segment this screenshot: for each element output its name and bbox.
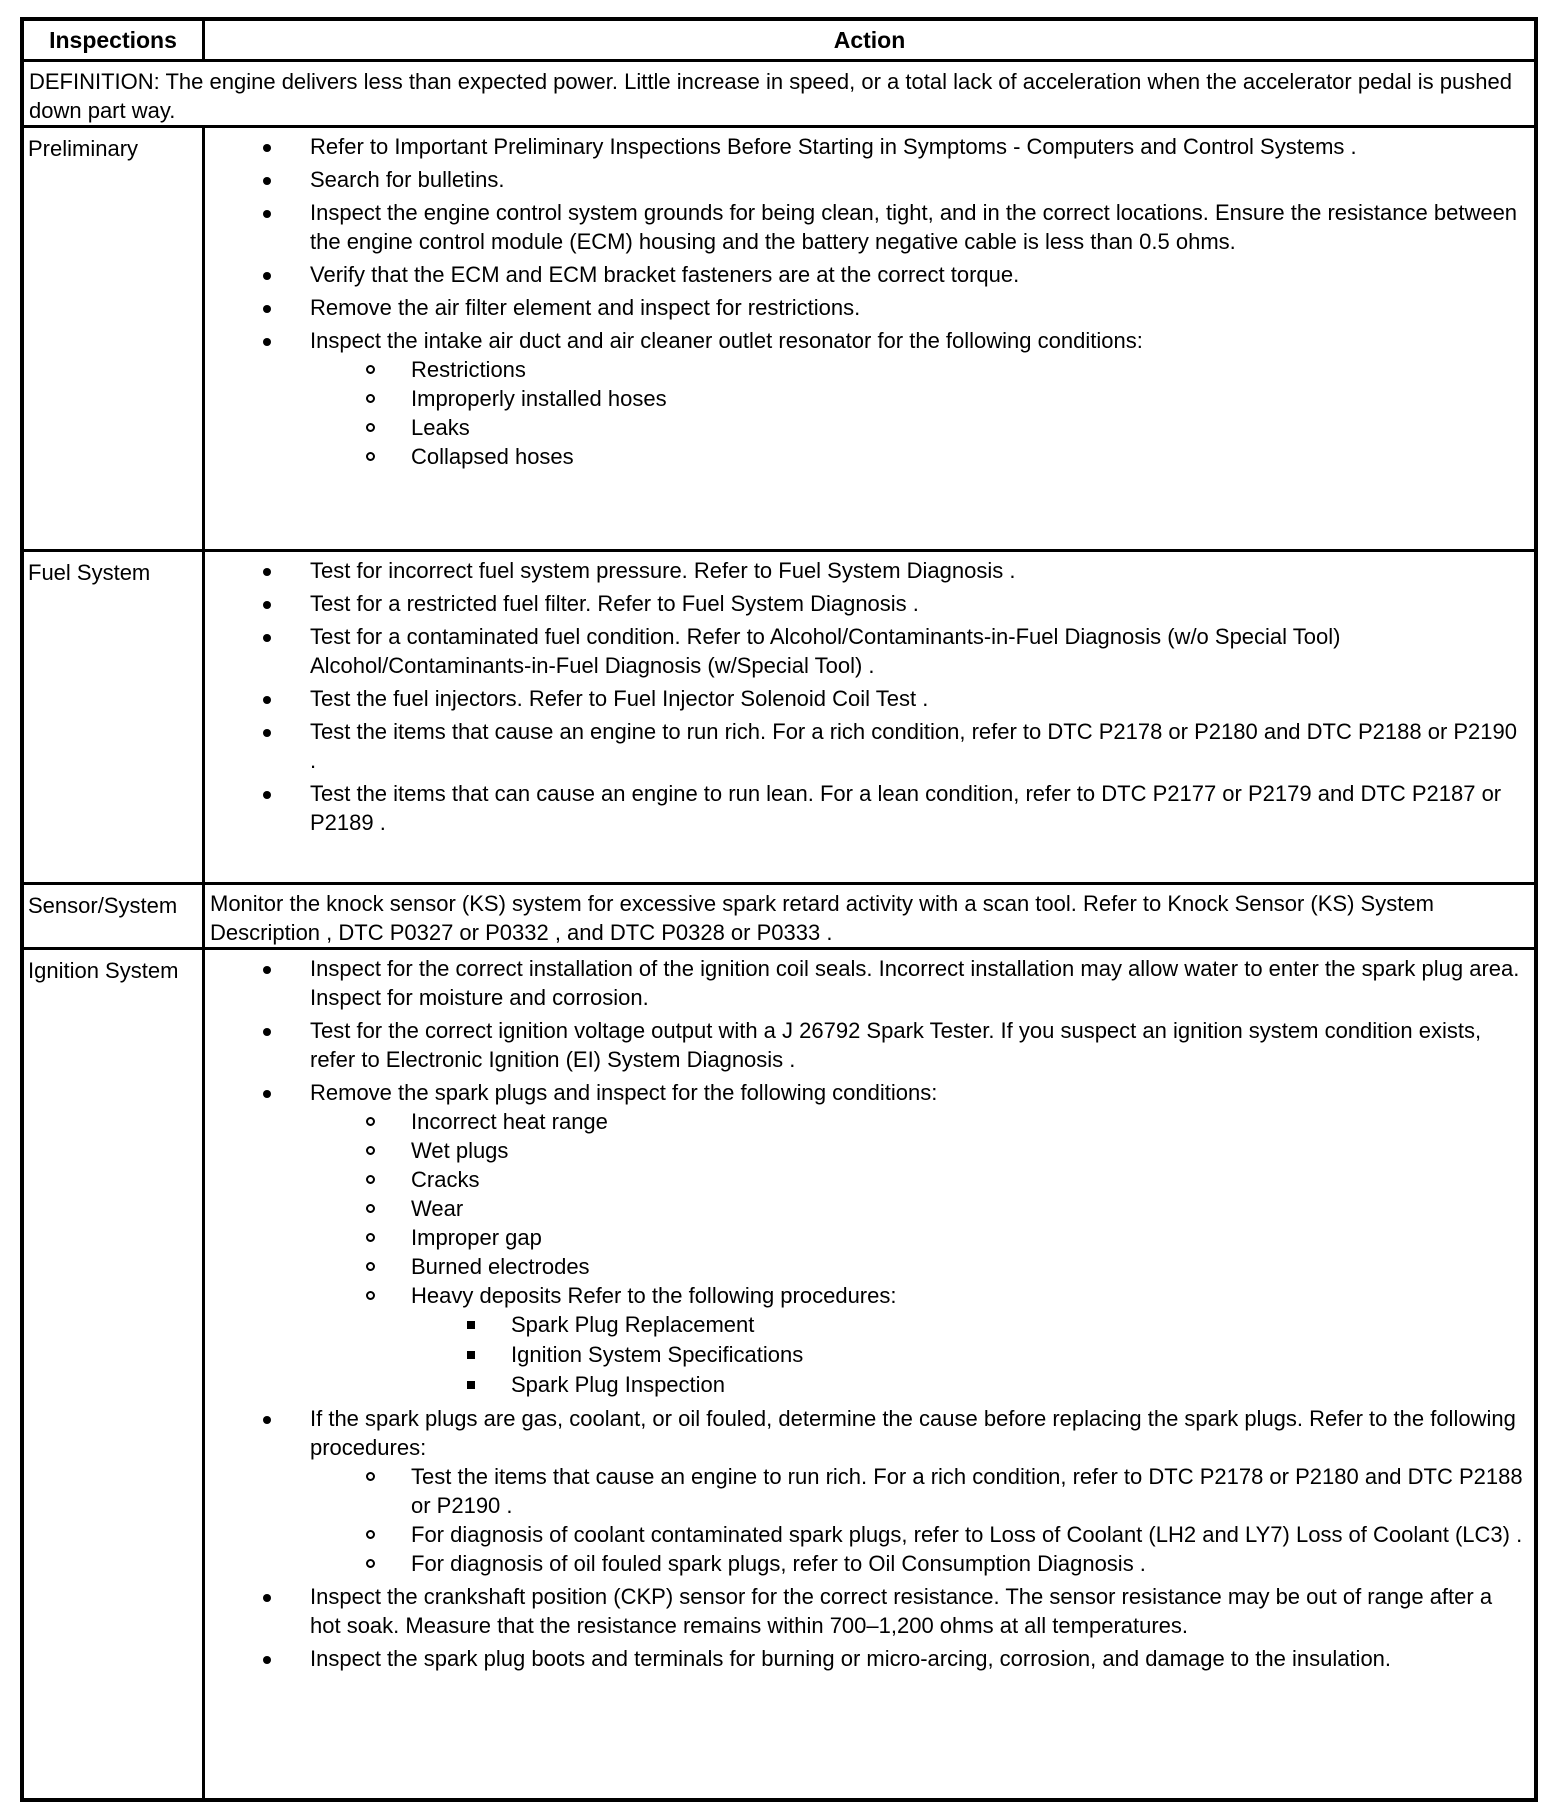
sub-list-item: Wet plugs <box>205 1136 1528 1165</box>
circle-bullet-icon <box>366 1530 375 1539</box>
definition-row <box>22 61 1536 127</box>
definition-text: DEFINITION: The engine delivers less than expected power. Little increase in speed, or a total lack of acceleration when the accelerator pedal is pushed down part way. <box>22 61 1536 127</box>
list-item: Test for a restricted fuel filter. Refer to Fuel System Diagnosis . <box>205 589 1534 618</box>
bullet-icon <box>263 1594 271 1602</box>
circle-bullet-icon <box>366 452 375 461</box>
row-sensor-system <box>22 884 1536 949</box>
list-item: Test for incorrect fuel system pressure. Refer to Fuel System Diagnosis . <box>205 556 1534 585</box>
list-item: Remove the air filter element and inspect for restrictions. <box>205 293 1534 322</box>
list-item: Test for the correct ignition voltage output with a J 26792 Spark Tester. If you suspect an ignition system condition exists, refer to Electronic Ignition (EI) System Diagnosis . <box>205 1016 1534 1074</box>
list-item: Inspect the engine control system grounds for being clean, tight, and in the correct locations. Ensure the resistance between the engine control module (ECM) housing and the battery negative cable is less than 0.5 ohms. <box>205 198 1534 256</box>
sub-list-item: Burned electrodes <box>205 1252 1528 1281</box>
square-bullet-icon <box>467 1351 475 1359</box>
sub-list-item: Heavy deposits Refer to the following procedures: Spark Plug Replacement Ignition System Specifications Spark Plug Inspection <box>205 1281 1528 1400</box>
list-item: If the spark plugs are gas, coolant, or oil fouled, determine the cause before replacing the spark plugs. Refer to the following procedures: Test the items that cause an engine to run rich. For a rich condition, refer to DTC P2178 or P2180 and DTC P2188 or P2190 . For diagnosis of coolant contaminated spark plugs, refer to Loss of Coolant (LH2 and LY7) Loss of Coolant (LC3) . For diagnosis of oil fouled spark plugs, refer to Oil Consumption Diagnosis . <box>205 1404 1534 1578</box>
list-item: Test the fuel injectors. Refer to Fuel Injector Solenoid Coil Test . <box>205 684 1534 713</box>
bullet-icon <box>263 696 271 704</box>
bullet-icon <box>263 791 271 799</box>
label-fuel-system: Fuel System <box>22 551 204 884</box>
list-item: Verify that the ECM and ECM bracket fasteners are at the correct torque. <box>205 260 1534 289</box>
bullet-icon <box>263 1090 271 1098</box>
circle-bullet-icon <box>366 394 375 403</box>
circle-bullet-icon <box>366 1262 375 1271</box>
action-preliminary <box>204 127 1537 551</box>
row-fuel-system <box>22 551 1536 884</box>
circle-bullet-icon <box>366 1472 375 1481</box>
bullet-icon <box>263 305 271 313</box>
procedure-item: Spark Plug Inspection <box>205 1370 1528 1400</box>
circle-bullet-icon <box>366 1175 375 1184</box>
sub-list-item: Improperly installed hoses <box>205 384 1528 413</box>
label-sensor-system: Sensor/System <box>22 884 204 949</box>
header-row <box>22 19 1536 61</box>
header-inspections: Inspections <box>22 19 204 61</box>
procedure-item: Spark Plug Replacement <box>205 1310 1528 1340</box>
list-item: Refer to Important Preliminary Inspections Before Starting in Symptoms - Computers and Control Systems . <box>205 132 1534 161</box>
square-bullet-icon <box>467 1381 475 1389</box>
bullet-icon <box>263 568 271 576</box>
sub-list-item: Collapsed hoses <box>205 442 1528 471</box>
list-item: Test the items that can cause an engine to run lean. For a lean condition, refer to DTC P2177 or P2179 and DTC P2187 or P2189 . <box>205 779 1534 837</box>
list-item: Search for bulletins. <box>205 165 1534 194</box>
list-item: Remove the spark plugs and inspect for the following conditions: Incorrect heat range Wet plugs Cracks Wear Improper gap Burned electrodes Heavy deposits Refer to the following procedures: Spark Plug Replacement Ignition System Specifications Spark Plug Inspection <box>205 1078 1534 1400</box>
bullet-icon <box>263 1416 271 1424</box>
list-item: Inspect the crankshaft position (CKP) sensor for the correct resistance. The sensor resistance may be out of range after a hot soak. Measure that the resistance remains within 700–1,200 ohms at all temperatures. <box>205 1582 1534 1640</box>
bullet-icon <box>263 601 271 609</box>
bullet-icon <box>263 338 271 346</box>
circle-bullet-icon <box>366 1204 375 1213</box>
circle-bullet-icon <box>366 1233 375 1242</box>
bullet-icon <box>263 177 271 185</box>
action-ignition-system <box>204 949 1537 1801</box>
action-fuel-system <box>204 551 1537 884</box>
circle-bullet-icon <box>366 1291 375 1300</box>
sub-list-item: Incorrect heat range <box>205 1107 1528 1136</box>
circle-bullet-icon <box>366 1117 375 1126</box>
bullet-icon <box>263 1656 271 1664</box>
bullet-icon <box>263 144 271 152</box>
list-item: Inspect the intake air duct and air cleaner outlet resonator for the following conditions: Restrictions Improperly installed hoses Leaks Collapsed hoses <box>205 326 1534 471</box>
sub-list-item: Restrictions <box>205 355 1528 384</box>
bullet-icon <box>263 1028 271 1036</box>
list-item: Test the items that cause an engine to run rich. For a rich condition, refer to DTC P2178 or P2180 and DTC P2188 or P2190 . <box>205 717 1534 775</box>
procedure-item: Ignition System Specifications <box>205 1340 1528 1370</box>
circle-bullet-icon <box>366 1559 375 1568</box>
sub-list-item: Wear <box>205 1194 1528 1223</box>
sub-list-item: For diagnosis of oil fouled spark plugs, refer to Oil Consumption Diagnosis . <box>205 1549 1528 1578</box>
list-item: Test for a contaminated fuel condition. Refer to Alcohol/Contaminants-in-Fuel Diagnosis (w/o Special Tool) Alcohol/Contaminants-in-Fuel Diagnosis (w/Special Tool) . <box>205 622 1534 680</box>
bullet-icon <box>263 634 271 642</box>
diagnosis-table <box>20 17 1538 1802</box>
list-item: Inspect the spark plug boots and terminals for burning or micro-arcing, corrosion, and damage to the insulation. <box>205 1644 1534 1673</box>
sub-list-item: Test the items that cause an engine to run rich. For a rich condition, refer to DTC P2178 or P2180 and DTC P2188 or P2190 . <box>205 1462 1528 1520</box>
label-preliminary: Preliminary <box>22 127 204 551</box>
action-sensor-system: Monitor the knock sensor (KS) system for excessive spark retard activity with a scan tool. Refer to Knock Sensor (KS) System Description , DTC P0327 or P0332 , and DTC P0328 or P0333 . <box>204 884 1537 949</box>
bullet-icon <box>263 966 271 974</box>
sub-list-item: Cracks <box>205 1165 1528 1194</box>
list-item: Inspect for the correct installation of the ignition coil seals. Incorrect installation may allow water to enter the spark plug area. Inspect for moisture and corrosion. <box>205 954 1534 1012</box>
bullet-icon <box>263 729 271 737</box>
circle-bullet-icon <box>366 423 375 432</box>
label-ignition-system: Ignition System <box>22 949 204 1801</box>
sub-list-item: Improper gap <box>205 1223 1528 1252</box>
square-bullet-icon <box>467 1321 475 1329</box>
bullet-icon <box>263 272 271 280</box>
sub-list-item: Leaks <box>205 413 1528 442</box>
circle-bullet-icon <box>366 1146 375 1155</box>
header-action: Action <box>204 19 1537 61</box>
row-ignition-system <box>22 949 1536 1801</box>
sub-list-item: For diagnosis of coolant contaminated spark plugs, refer to Loss of Coolant (LH2 and LY7) Loss of Coolant (LC3) . <box>205 1520 1528 1549</box>
bullet-icon <box>263 210 271 218</box>
row-preliminary <box>22 127 1536 551</box>
circle-bullet-icon <box>366 365 375 374</box>
